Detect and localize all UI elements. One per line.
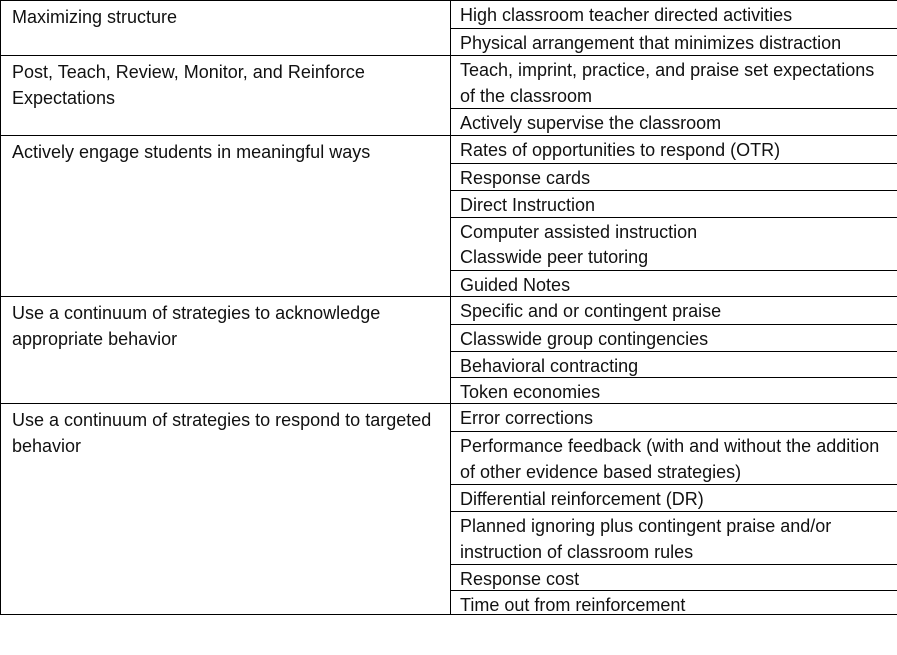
practices-list xyxy=(451,56,897,135)
practice-item: Performance feedback (with and without the addition of other evidence based strategies) xyxy=(451,431,897,484)
practices-list xyxy=(451,404,897,615)
practice-item: Differential reinforcement (DR) xyxy=(451,484,897,511)
practices-list xyxy=(451,1,897,55)
practice-item: Guided Notes xyxy=(451,270,897,297)
practice-item: Actively supervise the classroom xyxy=(451,108,897,135)
practice-item: Behavioral contracting xyxy=(451,351,897,377)
strategy-category: Maximizing structure xyxy=(0,1,451,55)
practice-item: Classwide group contingencies xyxy=(451,324,897,351)
practice-item: Response cards xyxy=(451,163,897,190)
practice-item: Classwide peer tutoring xyxy=(460,247,649,267)
table-row xyxy=(0,55,897,135)
strategy-category: Use a continuum of strategies to respond to targeted behavior xyxy=(0,404,451,615)
practice-item: High classroom teacher directed activities xyxy=(460,5,793,25)
practices-list xyxy=(451,136,897,296)
strategy-category: Post, Teach, Review, Monitor, and Reinforce Expectations xyxy=(0,56,451,135)
practice-item: Rates of opportunities to respond (OTR) xyxy=(460,140,781,160)
practice-item: Response cost xyxy=(451,564,897,590)
practice-item: Direct Instruction xyxy=(451,190,897,217)
practice-item: Time out from reinforcement xyxy=(451,590,897,616)
table-row xyxy=(0,403,897,615)
practice-item: Specific and or contingent praise xyxy=(460,301,722,321)
table-row xyxy=(0,135,897,296)
practice-item: Error corrections xyxy=(460,408,594,428)
practice-item: Teach, imprint, practice, and praise set expectations of the classroom xyxy=(460,60,875,106)
practice-item: Token economies xyxy=(451,377,897,404)
table-row xyxy=(0,1,897,55)
practice-item: Computer assisted instruction xyxy=(451,217,897,243)
practice-item: Physical arrangement that minimizes distraction xyxy=(451,28,897,55)
table-row xyxy=(0,296,897,403)
strategy-category: Use a continuum of strategies to acknowledge appropriate behavior xyxy=(0,297,451,403)
strategy-category: Actively engage students in meaningful ways xyxy=(0,136,451,296)
practice-item: Planned ignoring plus contingent praise and/or instruction of classroom rules xyxy=(451,511,897,564)
practices-list xyxy=(451,297,897,403)
